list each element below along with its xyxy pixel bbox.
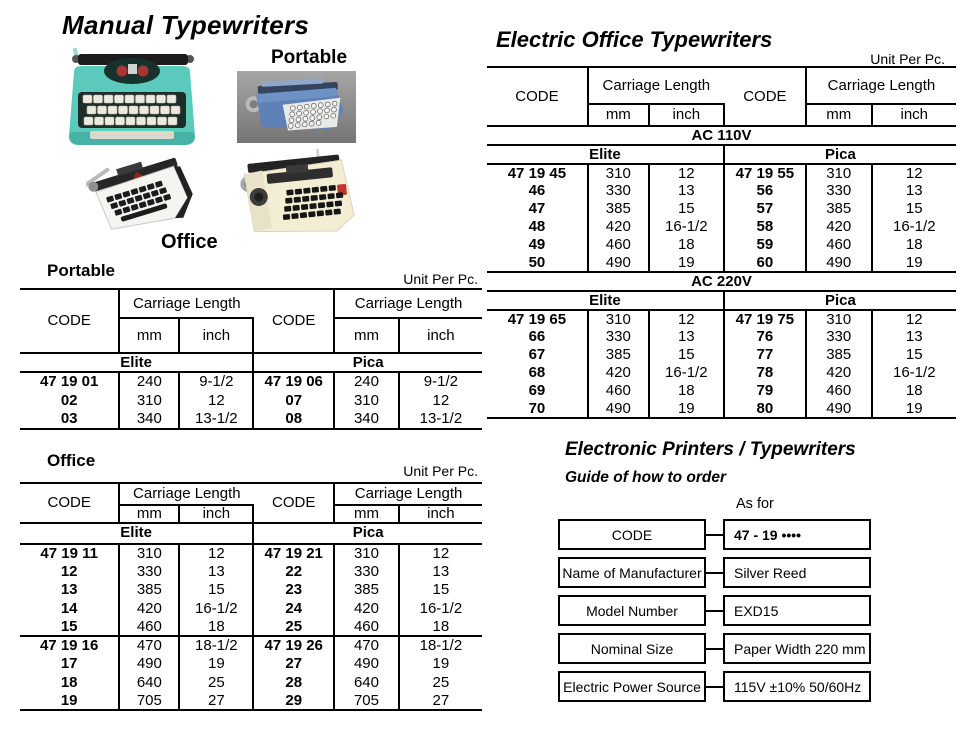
mm-value-cell: 420: [119, 599, 179, 618]
code-cell: 70: [487, 400, 588, 418]
pitch-band-cell: Pica: [724, 145, 956, 164]
mm-value-cell: 385: [806, 346, 872, 364]
inch-value-cell: 16-1/2: [893, 364, 936, 382]
office-image-label: Office: [161, 231, 218, 253]
inch-value-cell: 13: [905, 182, 923, 200]
mm-value-cell: 310: [806, 164, 872, 182]
inch-value-cell: 12: [649, 164, 724, 182]
mm-value-cell: 470: [119, 636, 179, 655]
inch-value-cell: 18-1/2: [179, 636, 253, 655]
inch-value-cell: 18-1/2: [399, 636, 482, 655]
code-cell: 47: [487, 200, 588, 218]
inch-value-cell: 19: [649, 400, 724, 418]
code-cell: 15: [20, 618, 119, 637]
code-cell: 50: [487, 254, 588, 272]
header-inch-cell: inch: [399, 505, 482, 523]
mm-value-cell: 490: [806, 400, 872, 418]
header-inch-cell: inch: [399, 318, 482, 353]
code-cell: 47 19 45: [487, 164, 588, 182]
table-row: [487, 182, 956, 200]
code-cell: 80: [724, 400, 806, 418]
inch-value-cell: 27: [179, 692, 253, 711]
inch-value-cell: 15: [179, 581, 253, 600]
manual-typewriter-office-cream-image: [235, 149, 359, 250]
inch-value-cell: 9-1/2: [179, 372, 253, 391]
as-for-label: As for: [736, 496, 774, 512]
table-row: [487, 218, 956, 236]
inch-value-cell: 15: [649, 346, 724, 364]
mm-value-cell: 385: [588, 346, 649, 364]
table-row: [487, 346, 956, 364]
header-mm-cell: mm: [119, 505, 179, 523]
table-row: [20, 636, 482, 655]
pitch-band-cell: Pica: [253, 523, 482, 544]
guide-field-value-box: EXD15: [723, 595, 871, 626]
inch-value-cell: 15: [905, 200, 923, 218]
table-row: [487, 291, 956, 310]
guide-field-label-box: Name of Manufacturer: [558, 557, 706, 588]
inch-value-cell: 19: [649, 254, 724, 272]
code-cell: 13: [20, 581, 119, 600]
mm-value-cell: 310: [588, 310, 649, 328]
mm-value-cell: 385: [806, 200, 872, 218]
mm-value-cell: 340: [119, 410, 179, 429]
code-cell: 47 19 01: [20, 372, 119, 391]
guide-field-label-box: Nominal Size: [558, 633, 706, 664]
code-cell: 46: [487, 182, 588, 200]
inch-value-cell: 16-1/2: [649, 364, 724, 382]
header-mm-cell: mm: [334, 318, 399, 353]
inch-value-cell: 12: [432, 544, 450, 562]
mm-value-cell: 460: [588, 382, 649, 400]
inch-value-cell: 13: [649, 182, 724, 200]
inch-value-cell: 12: [432, 391, 450, 409]
code-cell: 25: [253, 618, 334, 637]
code-cell: 56: [724, 182, 806, 200]
header-mm-cell: mm: [588, 104, 649, 126]
inch-value-cell: 18: [649, 236, 724, 254]
code-cell: 57: [724, 200, 806, 218]
inch-value-cell: 15: [432, 581, 450, 599]
portable-unit-label: Unit Per Pc.: [403, 271, 478, 287]
header-code-cell: CODE: [253, 289, 334, 353]
mm-value-cell: 705: [334, 692, 399, 711]
mm-value-cell: 640: [119, 673, 179, 692]
inch-value-cell: 19: [872, 400, 956, 418]
mm-value-cell: 640: [334, 673, 399, 692]
code-cell: 68: [487, 364, 588, 382]
guide-field-value-box: 47 - 19 ••••: [723, 519, 871, 550]
guide-connector-line: [706, 610, 723, 612]
inch-value-cell: 18: [432, 617, 450, 635]
mm-value-cell: 460: [119, 618, 179, 637]
mm-value-cell: 330: [588, 182, 649, 200]
mm-value-cell: 420: [806, 218, 872, 236]
code-cell: 48: [487, 218, 588, 236]
guide-field-value-box: 115V ±10% 50/60Hz: [723, 671, 871, 702]
inch-value-cell: 16-1/2: [649, 218, 724, 236]
table-row: [20, 391, 482, 410]
code-cell: 08: [253, 410, 334, 429]
table-row: [20, 483, 482, 505]
mm-value-cell: 310: [806, 310, 872, 328]
guide-row: [558, 595, 871, 626]
header-carriage-cell: Carriage Length: [119, 289, 253, 318]
electric-table: [487, 66, 956, 419]
mm-value-cell: 330: [806, 182, 872, 200]
table-row: [487, 236, 956, 254]
inch-value-cell: 13-1/2: [399, 410, 482, 429]
portable-table-title: Portable: [47, 261, 116, 280]
table-row: [20, 655, 482, 674]
mm-value-cell: 420: [334, 599, 399, 618]
office-table-title: Office: [47, 451, 96, 470]
inch-value-cell: 25: [179, 673, 253, 692]
inch-value-cell: 15: [649, 200, 724, 218]
inch-value-cell: 18: [649, 382, 724, 400]
table-row: [487, 310, 956, 328]
guide-row: [558, 557, 871, 588]
code-cell: 66: [487, 328, 588, 346]
code-cell: 47 19 21: [253, 544, 334, 563]
mm-value-cell: 330: [119, 562, 179, 581]
inch-value-cell: 19: [432, 655, 450, 673]
code-cell: 02: [20, 391, 119, 410]
table-row: [487, 400, 956, 418]
inch-value-cell: 16-1/2: [419, 599, 463, 617]
guide-field-label-box: CODE: [558, 519, 706, 550]
table-row: [487, 272, 956, 291]
inch-value-cell: 19: [905, 254, 923, 271]
mm-value-cell: 420: [806, 364, 872, 382]
table-row: [20, 289, 482, 318]
guide-field-value-box: Silver Reed: [723, 557, 871, 588]
code-cell: 47 19 55: [724, 164, 806, 182]
mm-value-cell: 460: [334, 618, 399, 637]
code-cell: 47 19 06: [253, 372, 334, 391]
code-cell: 47 19 65: [487, 310, 588, 328]
inch-value-cell: 13: [432, 562, 450, 580]
code-cell: 47 19 75: [724, 310, 806, 328]
guide-connector-line: [706, 686, 723, 688]
mm-value-cell: 460: [806, 382, 872, 400]
portable-image-label: Portable: [271, 47, 348, 68]
code-cell: 79: [724, 382, 806, 400]
electric-office-typewriters-title: Electric Office Typewriters: [496, 27, 773, 52]
pitch-band-cell: Elite: [20, 353, 253, 372]
inch-value-cell: 19: [179, 655, 253, 674]
mm-value-cell: 385: [119, 581, 179, 600]
table-row: [487, 67, 956, 104]
header-code-cell: CODE: [20, 483, 119, 523]
code-cell: 49: [487, 236, 588, 254]
table-row: [20, 523, 482, 544]
inch-value-cell: 12: [179, 391, 253, 410]
guide-row: [558, 671, 871, 702]
manual-typewriter-portable-teal-image: [62, 46, 202, 157]
mm-value-cell: 240: [334, 372, 399, 391]
guide-field-label-box: Electric Power Source: [558, 671, 706, 702]
header-code-cell: CODE: [724, 67, 806, 126]
mm-value-cell: 705: [119, 692, 179, 711]
portable-table-container: [20, 288, 482, 430]
mm-value-cell: 330: [588, 328, 649, 346]
header-code-cell: CODE: [487, 67, 588, 126]
table-row: [487, 164, 956, 182]
mm-value-cell: 310: [334, 544, 399, 563]
mm-value-cell: 490: [588, 400, 649, 418]
code-cell: 28: [253, 673, 334, 692]
code-cell: 69: [487, 382, 588, 400]
guide-connector-line: [706, 648, 723, 650]
inch-value-cell: 12: [905, 164, 923, 182]
mm-value-cell: 385: [588, 200, 649, 218]
guide-row: [558, 633, 871, 664]
mm-value-cell: 310: [119, 544, 179, 563]
inch-value-cell: 18: [905, 236, 923, 254]
code-cell: 47 19 11: [20, 544, 119, 563]
pitch-band-cell: Elite: [487, 145, 724, 164]
code-cell: 27: [253, 655, 334, 674]
mm-value-cell: 490: [119, 655, 179, 674]
code-cell: 47 19 26: [253, 636, 334, 655]
voltage-band-cell: AC 110V: [487, 126, 956, 145]
office-table-container: [20, 482, 482, 711]
header-code-cell: CODE: [253, 483, 334, 523]
table-row: [487, 382, 956, 400]
header-mm-cell: mm: [334, 505, 399, 523]
table-row: [20, 410, 482, 429]
inch-value-cell: 16-1/2: [179, 599, 253, 618]
mm-value-cell: 310: [334, 391, 399, 410]
code-cell: 76: [724, 328, 806, 346]
manual-typewriters-title: Manual Typewriters: [62, 10, 310, 40]
inch-value-cell: 15: [905, 346, 923, 364]
mm-value-cell: 420: [588, 218, 649, 236]
order-guide-diagram: [558, 496, 871, 709]
mm-value-cell: 385: [334, 581, 399, 600]
mm-value-cell: 490: [334, 655, 399, 674]
header-carriage-cell: Carriage Length: [588, 67, 724, 104]
table-row: [20, 581, 482, 600]
mm-value-cell: 240: [119, 372, 179, 391]
inch-value-cell: 12: [649, 310, 724, 328]
code-cell: 19: [20, 692, 119, 711]
header-carriage-cell: Carriage Length: [334, 483, 482, 505]
table-row: [20, 599, 482, 618]
inch-value-cell: 18: [179, 618, 253, 637]
inch-value-cell: 13-1/2: [179, 410, 253, 429]
inch-value-cell: 16-1/2: [893, 218, 936, 236]
header-carriage-cell: Carriage Length: [334, 289, 482, 318]
inch-value-cell: 12: [179, 544, 253, 563]
code-cell: 77: [724, 346, 806, 364]
table-row: [487, 364, 956, 382]
table-row: [20, 673, 482, 692]
inch-value-cell: 9-1/2: [423, 373, 458, 391]
inch-value-cell: 12: [905, 310, 923, 328]
guide-field-value-box: Paper Width 220 mm: [723, 633, 871, 664]
manual-typewriter-portable-blue-image: [237, 71, 356, 148]
pitch-band-cell: Elite: [20, 523, 253, 544]
mm-value-cell: 420: [588, 364, 649, 382]
table-row: [20, 618, 482, 637]
code-cell: 17: [20, 655, 119, 674]
mm-value-cell: 490: [588, 254, 649, 272]
header-carriage-cell: Carriage Length: [119, 483, 253, 505]
inch-value-cell: 27: [399, 692, 482, 711]
code-cell: 59: [724, 236, 806, 254]
voltage-band-cell: AC 220V: [487, 272, 956, 291]
table-row: [487, 254, 956, 272]
table-row: [487, 200, 956, 218]
inch-value-cell: 13: [905, 328, 923, 346]
table-row: [20, 692, 482, 711]
code-cell: 12: [20, 562, 119, 581]
header-inch-cell: inch: [179, 318, 253, 353]
code-cell: 22: [253, 562, 334, 581]
code-cell: 29: [253, 692, 334, 711]
table-row: [487, 328, 956, 346]
guide-connector-line: [706, 572, 723, 574]
electric-unit-label: Unit Per Pc.: [870, 51, 945, 67]
inch-value-cell: 13: [649, 328, 724, 346]
portable-table: [20, 288, 482, 430]
table-row: [20, 372, 482, 391]
header-inch-cell: inch: [872, 104, 956, 126]
mm-value-cell: 330: [806, 328, 872, 346]
mm-value-cell: 340: [334, 410, 399, 429]
guide-connector-line: [706, 534, 723, 536]
code-cell: 60: [724, 254, 806, 272]
header-mm-cell: mm: [119, 318, 179, 353]
pitch-band-cell: Pica: [253, 353, 482, 372]
mm-value-cell: 490: [806, 254, 872, 272]
table-row: [20, 544, 482, 563]
code-cell: 47 19 16: [20, 636, 119, 655]
inch-value-cell: 25: [432, 673, 450, 691]
code-cell: 78: [724, 364, 806, 382]
code-cell: 24: [253, 599, 334, 618]
table-row: [487, 145, 956, 164]
guide-subtitle: Guide of how to order: [565, 469, 727, 486]
table-row: [20, 353, 482, 372]
office-unit-label: Unit Per Pc.: [403, 463, 478, 479]
table-row: [20, 562, 482, 581]
guide-field-label-box: Model Number: [558, 595, 706, 626]
header-inch-cell: inch: [649, 104, 724, 126]
header-inch-cell: inch: [179, 505, 253, 523]
table-row: [487, 126, 956, 145]
guide-row: [558, 519, 871, 550]
mm-value-cell: 310: [119, 391, 179, 410]
code-cell: 18: [20, 673, 119, 692]
code-cell: 07: [253, 391, 334, 410]
office-table: [20, 482, 482, 711]
code-cell: 14: [20, 599, 119, 618]
code-cell: 03: [20, 410, 119, 429]
mm-value-cell: 470: [334, 636, 399, 655]
pitch-band-cell: Elite: [487, 291, 724, 310]
inch-value-cell: 13: [179, 562, 253, 581]
code-cell: 58: [724, 218, 806, 236]
electric-table-container: [487, 66, 956, 419]
pitch-band-cell: Pica: [724, 291, 956, 310]
inch-value-cell: 18: [905, 382, 923, 400]
header-mm-cell: mm: [806, 104, 872, 126]
code-cell: 67: [487, 346, 588, 364]
code-cell: 23: [253, 581, 334, 600]
mm-value-cell: 460: [588, 236, 649, 254]
electronic-printers-title: Electronic Printers / Typewriters: [565, 439, 856, 460]
mm-value-cell: 330: [334, 562, 399, 581]
header-carriage-cell: Carriage Length: [806, 67, 956, 104]
mm-value-cell: 310: [588, 164, 649, 182]
mm-value-cell: 460: [806, 236, 872, 254]
header-code-cell: CODE: [20, 289, 119, 353]
